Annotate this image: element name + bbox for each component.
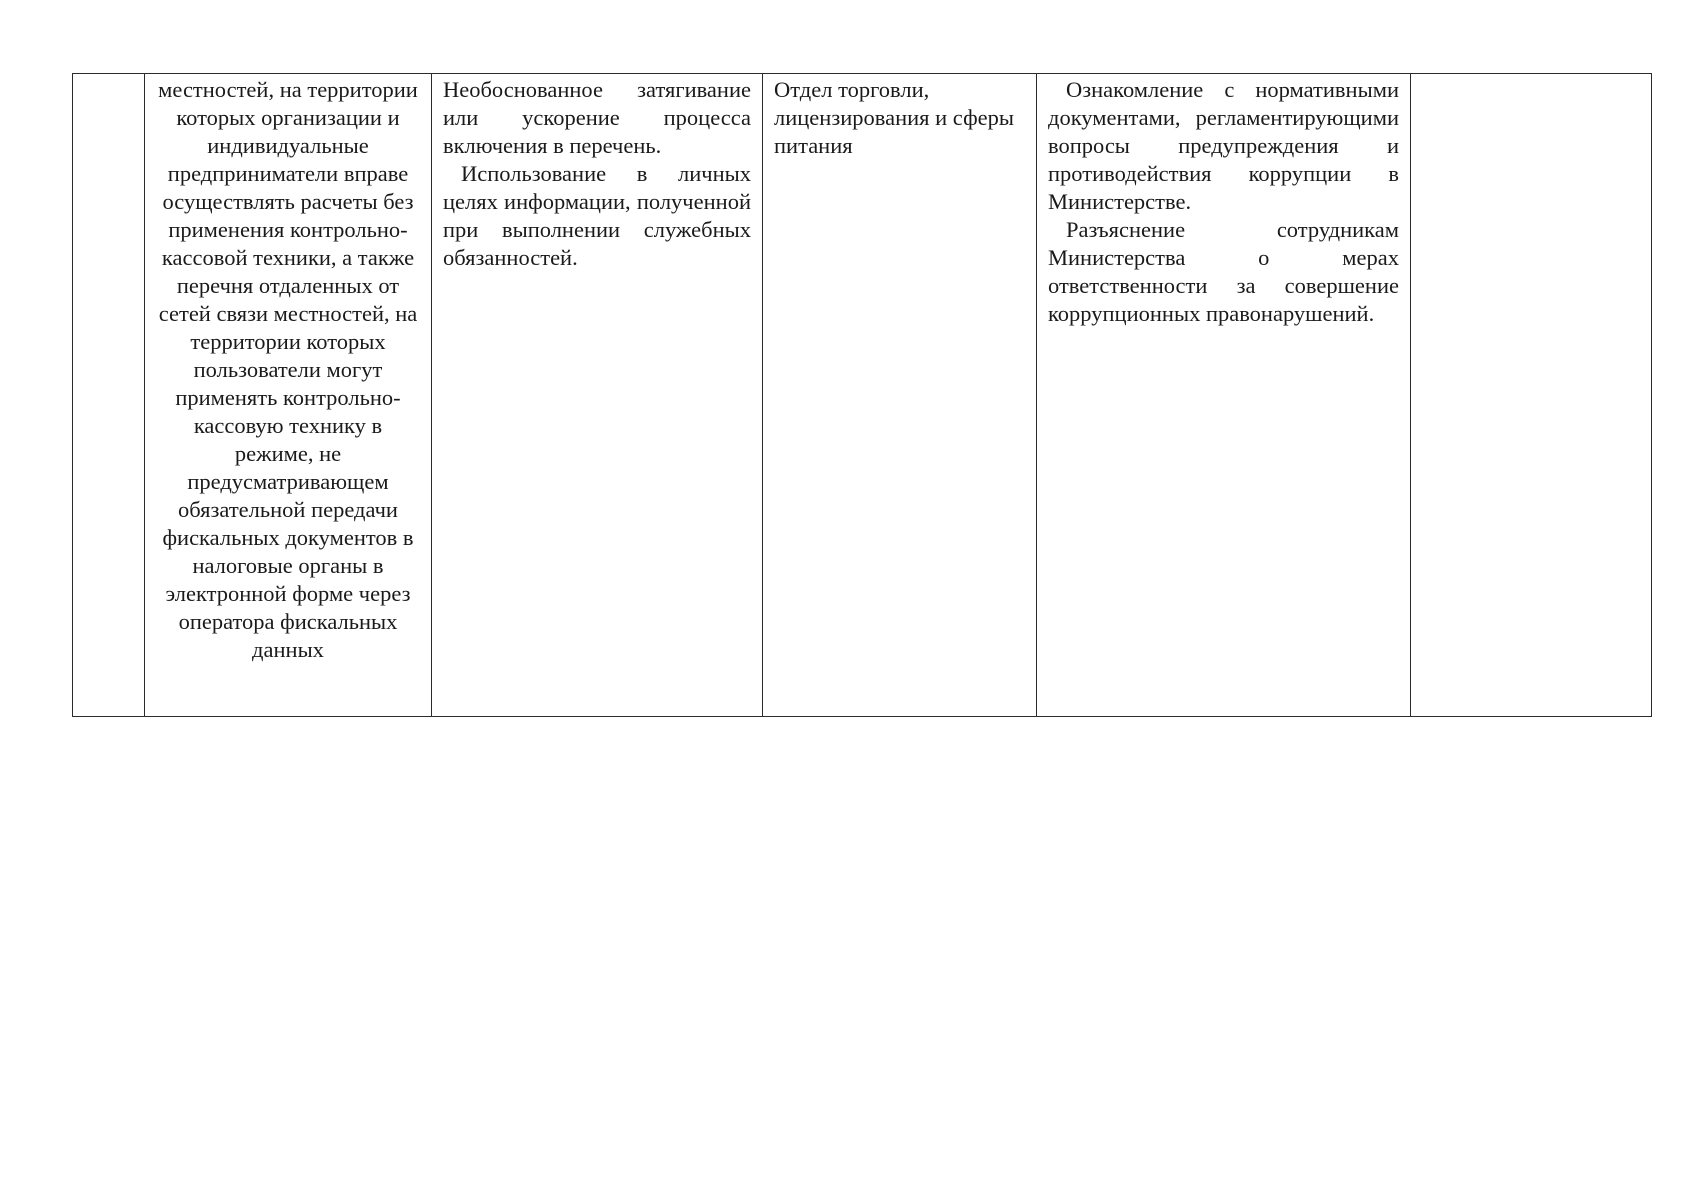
measure-paragraph: Разъяснение сотрудникам Министерства о мерах ответственности за совершение коррупционных правонарушений. xyxy=(1048,217,1399,326)
risk-paragraph: Необоснованное затягивание или ускорение процесса включения в перечень. xyxy=(443,77,751,158)
notes-cell xyxy=(1411,74,1652,717)
corruption-risk-cell xyxy=(432,74,763,717)
table-row xyxy=(73,74,1652,717)
row-number-cell xyxy=(73,74,145,717)
measure-paragraph: Ознакомление с нормативными документами, регламентирующими вопросы предупреждения и противодействия коррупции в Министерстве. xyxy=(1048,77,1399,214)
measures-table xyxy=(72,73,1652,717)
process-description-cell: местностей, на территории которых организации и индивидуальные предприниматели вправе осуществлять расчеты без применения контрольно-кассовой техники, а также перечня отдаленных от сетей связи местностей, на территории которых пользователи могут применять контрольно-кассовую технику в режиме, не предусматривающем обязательной передачи фискальных документов в налоговые органы в электронной форме через оператора фискальных данных xyxy=(145,74,432,717)
responsible-department-cell: Отдел торговли, лицензирования и сферы питания xyxy=(763,74,1037,717)
risk-paragraph: Использование в личных целях информации, полученной при выполнении служебных обязанностей. xyxy=(443,161,751,270)
measures-cell xyxy=(1037,74,1411,717)
